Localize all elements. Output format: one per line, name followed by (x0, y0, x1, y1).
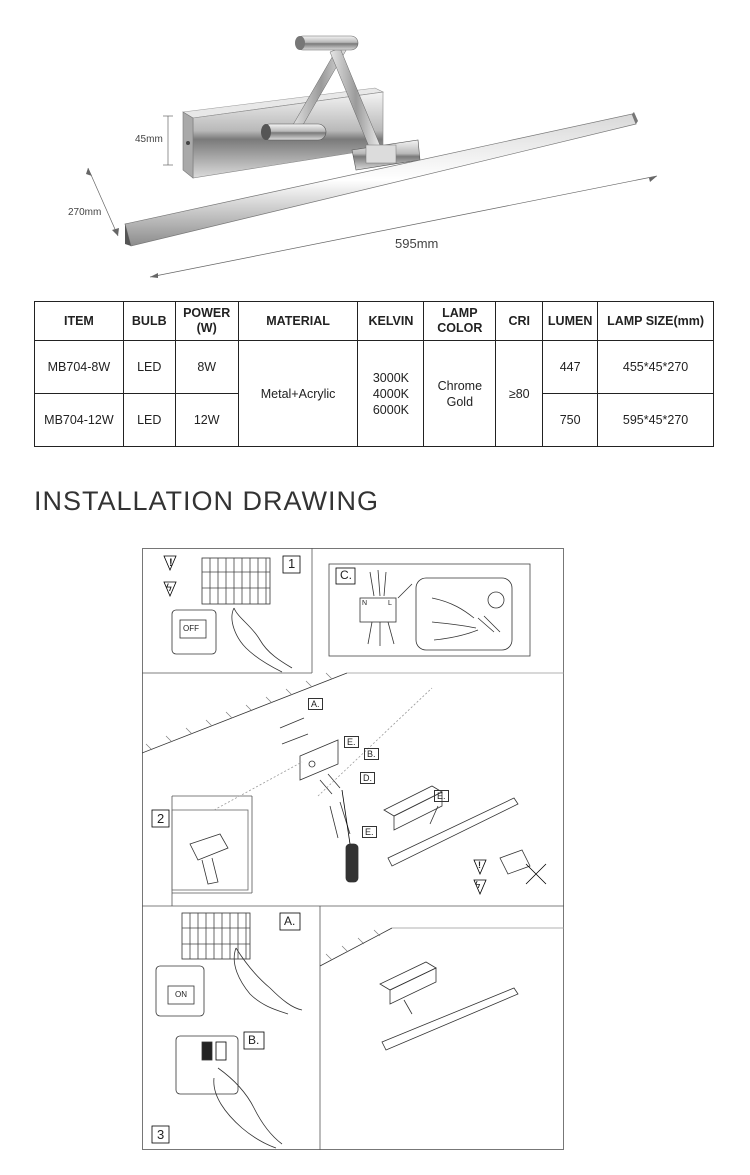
cell-item: MB704-12W (35, 394, 124, 447)
step1-panel (164, 556, 300, 672)
installation-svg (142, 548, 564, 1150)
label-e: E. (344, 736, 359, 748)
lightning-icon: ϟ (166, 582, 172, 594)
label-e: E. (434, 790, 449, 802)
header-lamp-size: LAMP SIZE(mm) (598, 302, 714, 341)
header-power: POWER (W) (175, 302, 238, 341)
label-a: A. (308, 698, 323, 710)
cell-lamp-color: Chrome Gold (424, 341, 496, 447)
header-lamp-color: LAMP COLOR (424, 302, 496, 341)
step3-label-b: B. (248, 1033, 260, 1047)
spec-table (34, 301, 714, 447)
installation-heading: INSTALLATION DRAWING (34, 486, 380, 516)
cell-lumen: 447 (543, 341, 598, 394)
cell-power: 12W (175, 394, 238, 447)
step-c-label: C. (340, 568, 352, 582)
step2-panel (142, 673, 564, 894)
cell-kelvin: 3000K 4000K 6000K (358, 341, 424, 447)
switch-on-label: ON (175, 990, 187, 999)
depth-dimension: 270mm (68, 207, 102, 218)
step3-label-a: A. (284, 914, 296, 928)
header-cri: CRI (496, 302, 543, 341)
header-bulb: BULB (123, 302, 175, 341)
height-dimension: 45mm (135, 134, 163, 145)
cell-lamp-size: 595*45*270 (598, 394, 714, 447)
step-c-panel (329, 564, 530, 656)
cell-material: Metal+Acrylic (238, 341, 358, 447)
cell-lumen: 750 (543, 394, 598, 447)
product-illustration (0, 0, 750, 290)
wire-l-label: L (388, 600, 392, 607)
step1-number: 1 (288, 556, 296, 571)
cell-bulb: LED (123, 341, 175, 394)
warning-icon: ! (478, 860, 481, 870)
cell-lamp-size: 455*45*270 (598, 341, 714, 394)
step3-number: 3 (157, 1127, 165, 1142)
lightning-icon: ϟ (475, 880, 481, 891)
label-e: E. (362, 826, 377, 838)
switch-off-label: OFF (183, 624, 199, 633)
header-material: MATERIAL (238, 302, 358, 341)
label-d: D. (360, 772, 375, 784)
installation-drawing (142, 548, 564, 1150)
table-header-row (35, 302, 714, 341)
header-item: ITEM (35, 302, 124, 341)
table-row (35, 341, 714, 394)
lamp-drawing (0, 0, 750, 290)
step3-panel (152, 913, 564, 1148)
wire-n-label: N (362, 600, 368, 607)
header-lumen: LUMEN (543, 302, 598, 341)
cell-bulb: LED (123, 394, 175, 447)
cell-power: 8W (175, 341, 238, 394)
cell-item: MB704-8W (35, 341, 124, 394)
warning-icon: ! (169, 557, 173, 569)
label-b: B. (364, 748, 379, 760)
header-kelvin: KELVIN (358, 302, 424, 341)
step2-number: 2 (157, 811, 165, 826)
cell-cri: ≥80 (496, 341, 543, 447)
length-dimension: 595mm (395, 236, 439, 251)
